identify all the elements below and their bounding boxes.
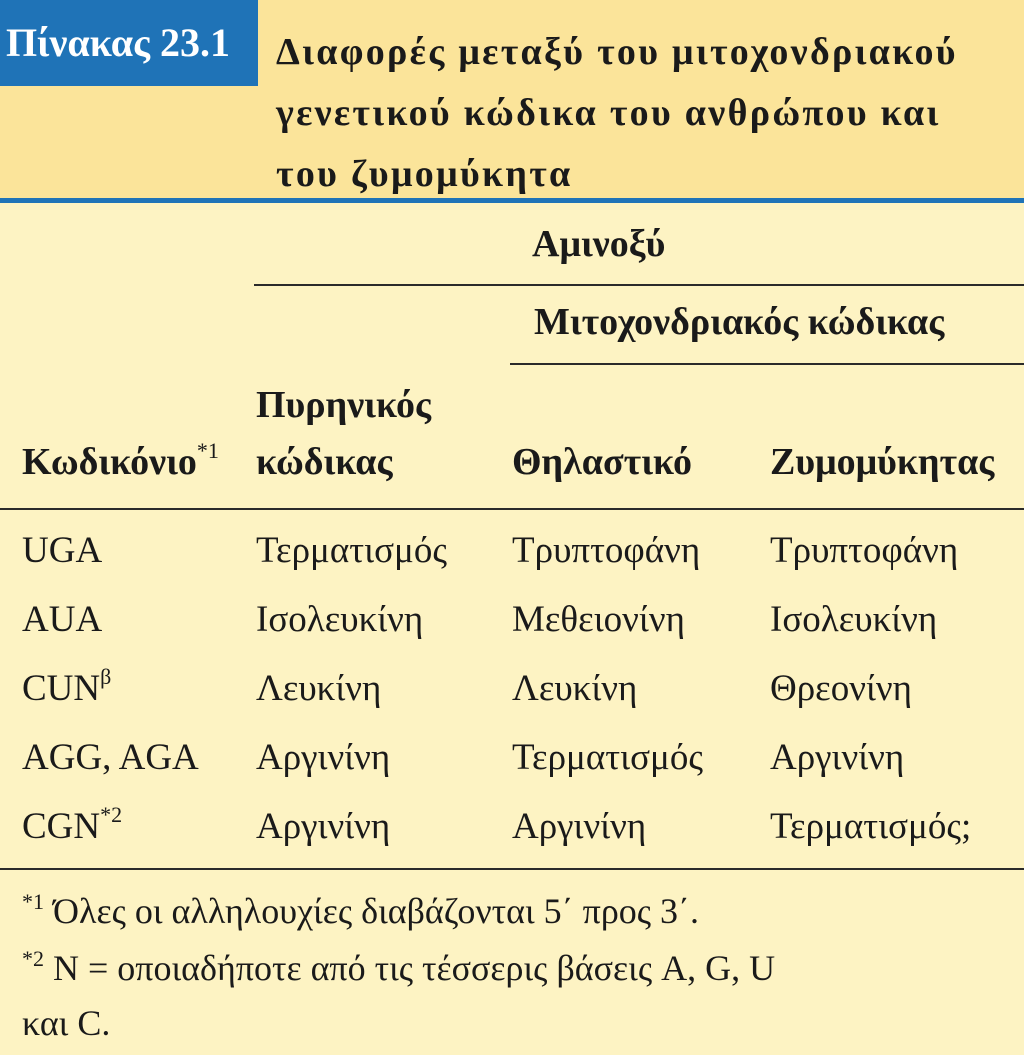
header-codon (22, 440, 219, 484)
mammal-cell: Τερματισμός (512, 737, 704, 778)
header-divider (0, 198, 1024, 203)
header-codon-label: Κωδικόνιο (22, 441, 197, 483)
yeast-cell: Ισολευκίνη (770, 599, 938, 640)
table-number-badge: Πίνακας 23.1 (0, 0, 258, 86)
table-title: Διαφορές μεταξύ του μιτοχονδριακού γενετικού κώδικα του ανθρώπου και του ζυμομύκητα (276, 31, 958, 195)
mito-code-underline (510, 363, 1024, 365)
yeast-cell: Τερματισμός; (770, 806, 972, 847)
codon-cell: AGG, AGA (22, 737, 199, 778)
yeast-cell: Θρεονίνη (770, 668, 912, 709)
header-nuclear-line1: Πυρηνικός (256, 384, 431, 426)
header-mammal: Θηλαστικό (512, 441, 692, 483)
footnote: και C. (22, 1003, 111, 1043)
header-mito-code: Μιτοχονδριακός κώδικας (534, 301, 945, 343)
header-codon-marker: *1 (196, 438, 219, 463)
table-bottom-rule (0, 868, 1024, 870)
aminoacid-underline (254, 284, 1024, 286)
nuclear-cell: Αργινίνη (256, 806, 391, 847)
codon-cell: CGN$^{*2}$ (22, 802, 123, 847)
yeast-cell: Αργινίνη (770, 737, 905, 778)
mammal-cell: Μεθειονίνη (512, 599, 685, 640)
mammal-cell: Λευκίνη (512, 668, 638, 709)
nuclear-cell: Ισολευκίνη (256, 599, 424, 640)
header-bottom-rule (0, 508, 1024, 510)
footnote: $^{*2}$ N = οποιαδήποτε από τις τέσσερις βάσεις A, G, U (22, 946, 776, 988)
header-nuclear-line2: κώδικας (256, 441, 393, 483)
codon-cell: AUA (22, 599, 103, 640)
nuclear-cell: Λευκίνη (256, 668, 382, 709)
header-yeast: Ζυμομύκητας (770, 441, 995, 483)
mammal-cell: Τρυπτοφάνη (512, 530, 701, 571)
table-header-band (0, 0, 1024, 198)
codon-cell: $CUN^\beta$ (22, 664, 112, 709)
nuclear-cell: Τερματισμός (256, 530, 448, 571)
mammal-cell: Αργινίνη (512, 806, 647, 847)
nuclear-cell: Αργινίνη (256, 737, 391, 778)
header-aminoacid: Αμινοξύ (532, 223, 666, 265)
codon-cell: UGA (22, 530, 103, 571)
footnote: $^{*1}$ Όλες οι αλληλουχίες διαβάζονται 5΄ προς 3΄. (22, 889, 700, 931)
yeast-cell: Τρυπτοφάνη (770, 530, 959, 571)
